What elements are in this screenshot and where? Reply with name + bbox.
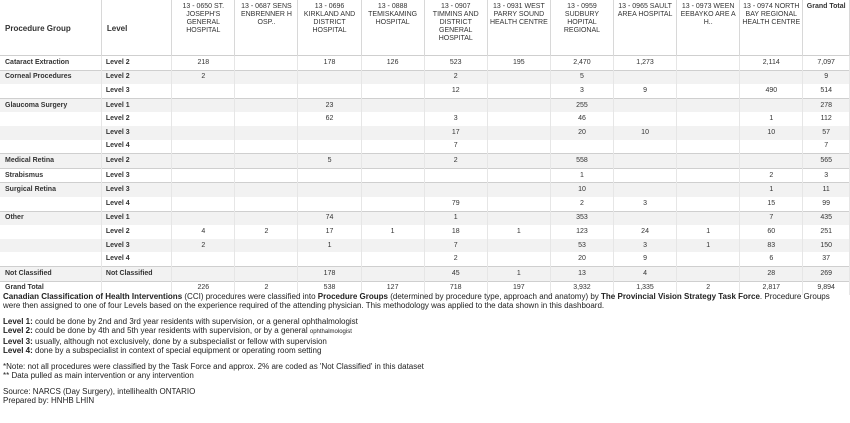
- value-cell[interactable]: [235, 197, 298, 211]
- row-total-cell[interactable]: 7: [803, 140, 850, 154]
- value-cell[interactable]: [614, 98, 677, 112]
- value-cell[interactable]: [677, 126, 740, 140]
- header-hospital[interactable]: 13 - 0959 SUDBURY HOPITAL REGIONAL: [550, 0, 613, 56]
- grand-total-cell[interactable]: 718: [424, 281, 487, 295]
- table-row: [0, 225, 850, 239]
- level-4-definition: [3, 346, 848, 355]
- value-cell[interactable]: 17: [424, 126, 487, 140]
- value-cell[interactable]: 10: [550, 183, 613, 197]
- value-cell[interactable]: 4: [172, 225, 235, 239]
- procedure-group-cell: [0, 225, 101, 239]
- value-cell[interactable]: 6: [740, 252, 803, 266]
- value-cell[interactable]: [361, 197, 424, 211]
- value-cell[interactable]: [235, 183, 298, 197]
- value-cell[interactable]: 2: [424, 154, 487, 169]
- level-text: could be done by 4th and 5th year residents with supervision, or by a general: [32, 326, 310, 335]
- level-3-definition: [3, 337, 848, 346]
- table-row: [0, 266, 850, 281]
- value-cell[interactable]: [424, 168, 487, 183]
- header-procedure-group[interactable]: Procedure Group: [0, 0, 101, 56]
- value-cell[interactable]: 10: [614, 126, 677, 140]
- value-cell[interactable]: 60: [740, 225, 803, 239]
- intro-text: (determined by procedure type, approach and anatomy) by: [388, 292, 602, 301]
- row-total-cell[interactable]: 3: [803, 168, 850, 183]
- value-cell[interactable]: 10: [740, 126, 803, 140]
- value-cell[interactable]: 1: [361, 225, 424, 239]
- value-cell[interactable]: [235, 56, 298, 71]
- value-cell[interactable]: 5: [298, 154, 361, 169]
- row-total-cell[interactable]: 565: [803, 154, 850, 169]
- value-cell[interactable]: 79: [424, 197, 487, 211]
- row-total-cell[interactable]: 269: [803, 266, 850, 281]
- row-total-cell[interactable]: 435: [803, 211, 850, 225]
- value-cell[interactable]: [487, 239, 550, 253]
- value-cell[interactable]: [235, 84, 298, 98]
- value-cell[interactable]: [614, 168, 677, 183]
- table-row: [0, 140, 850, 154]
- header-level[interactable]: Level: [101, 0, 171, 56]
- value-cell[interactable]: 178: [298, 56, 361, 71]
- value-cell[interactable]: 3: [614, 197, 677, 211]
- value-cell[interactable]: [424, 98, 487, 112]
- level-text: could be done by 2nd and 3rd year residents with supervision, or a general ophthalmologist: [32, 317, 358, 326]
- value-cell[interactable]: 12: [424, 84, 487, 98]
- value-cell[interactable]: [235, 168, 298, 183]
- grand-total-cell[interactable]: 2: [677, 281, 740, 295]
- value-cell[interactable]: [361, 154, 424, 169]
- procedure-group-cell: [0, 126, 101, 140]
- value-cell[interactable]: 1: [487, 225, 550, 239]
- value-cell[interactable]: [172, 197, 235, 211]
- level-cell: Level 2: [101, 112, 171, 126]
- value-cell[interactable]: [235, 266, 298, 281]
- value-cell[interactable]: 178: [298, 266, 361, 281]
- value-cell[interactable]: [235, 154, 298, 169]
- grand-total-cell[interactable]: 226: [172, 281, 235, 295]
- value-cell[interactable]: [677, 168, 740, 183]
- value-cell[interactable]: 20: [550, 126, 613, 140]
- table-row: [0, 84, 850, 98]
- table-row: [0, 252, 850, 266]
- value-cell[interactable]: 1: [740, 112, 803, 126]
- value-cell[interactable]: [361, 266, 424, 281]
- value-cell[interactable]: 1: [550, 168, 613, 183]
- value-cell[interactable]: [487, 70, 550, 84]
- procedure-group-cell: [0, 197, 101, 211]
- level-cell: Level 1: [101, 98, 171, 112]
- grand-total-cell[interactable]: 538: [298, 281, 361, 295]
- header-hospital[interactable]: 13 - 0888 TEMISKAMING HOSPITAL: [361, 0, 424, 56]
- value-cell[interactable]: [298, 70, 361, 84]
- header-hospital[interactable]: 13 - 0696 KIRKLAND AND DISTRICT HOSPITAL: [298, 0, 361, 56]
- table-row: [0, 239, 850, 253]
- value-cell[interactable]: 523: [424, 56, 487, 71]
- value-cell[interactable]: [172, 112, 235, 126]
- value-cell[interactable]: [298, 168, 361, 183]
- grand-total-cell[interactable]: 1,335: [614, 281, 677, 295]
- level-text: done by a subspecialist in context of special equipment or operating room setting: [32, 346, 322, 355]
- value-cell[interactable]: 123: [550, 225, 613, 239]
- header-hospital[interactable]: 13 - 0974 NORTH BAY REGIONAL HEALTH CENTRE: [740, 0, 803, 56]
- value-cell[interactable]: [740, 154, 803, 169]
- table-row: [0, 197, 850, 211]
- value-cell[interactable]: 62: [298, 112, 361, 126]
- table-row: [0, 126, 850, 140]
- value-cell[interactable]: [298, 140, 361, 154]
- value-cell[interactable]: 218: [172, 56, 235, 71]
- value-cell[interactable]: [614, 70, 677, 84]
- value-cell[interactable]: [677, 140, 740, 154]
- level-cell: Level 4: [101, 140, 171, 154]
- value-cell[interactable]: 1: [487, 266, 550, 281]
- procedure-group-cell: [0, 239, 101, 253]
- table-header-row: [0, 0, 850, 56]
- value-cell[interactable]: 53: [550, 239, 613, 253]
- value-cell[interactable]: [487, 211, 550, 225]
- prepared-by-line: Prepared by: HNHB LHIN: [3, 396, 95, 405]
- level-text: usually, although not exclusively, done by a subspecialist or fellow with supervision: [32, 337, 327, 346]
- value-cell[interactable]: [172, 252, 235, 266]
- level-cell: Level 4: [101, 197, 171, 211]
- value-cell[interactable]: 2: [424, 252, 487, 266]
- level-cell: Level 4: [101, 252, 171, 266]
- source-line: Source: NARCS (Day Surgery), intellihealth ONTARIO: [3, 387, 196, 396]
- value-cell[interactable]: [361, 140, 424, 154]
- value-cell[interactable]: 9: [614, 252, 677, 266]
- row-total-cell[interactable]: 514: [803, 84, 850, 98]
- value-cell[interactable]: 5: [550, 70, 613, 84]
- value-cell[interactable]: 353: [550, 211, 613, 225]
- value-cell[interactable]: [235, 70, 298, 84]
- value-cell[interactable]: 45: [424, 266, 487, 281]
- value-cell[interactable]: [361, 126, 424, 140]
- value-cell[interactable]: [235, 140, 298, 154]
- value-cell[interactable]: [361, 239, 424, 253]
- header-hospital[interactable]: 13 - 0965 SAULT AREA HOSPITAL: [614, 0, 677, 56]
- row-total-cell[interactable]: 112: [803, 112, 850, 126]
- value-cell[interactable]: [298, 197, 361, 211]
- header-hospital[interactable]: 13 - 0687 SENS ENBRENNER H OSP..: [235, 0, 298, 56]
- value-cell[interactable]: 83: [740, 239, 803, 253]
- note-not-classified: *Note: not all procedures were classified by the Task Force and approx. 2% are coded as 'Not Classified' in this dataset: [3, 362, 424, 371]
- value-cell[interactable]: [487, 140, 550, 154]
- value-cell[interactable]: 1: [298, 239, 361, 253]
- value-cell[interactable]: 2: [172, 239, 235, 253]
- value-cell[interactable]: 24: [614, 225, 677, 239]
- value-cell[interactable]: 195: [487, 56, 550, 71]
- value-cell[interactable]: [614, 211, 677, 225]
- level-cell: Level 3: [101, 183, 171, 197]
- value-cell[interactable]: [740, 70, 803, 84]
- procedure-group-cell: Not Classified: [0, 266, 101, 281]
- value-cell[interactable]: [487, 183, 550, 197]
- table-row: [0, 183, 850, 197]
- level-cell: Level 2: [101, 56, 171, 71]
- procedure-group-cell: Corneal Procedures: [0, 70, 101, 84]
- value-cell[interactable]: [172, 140, 235, 154]
- value-cell[interactable]: [361, 112, 424, 126]
- value-cell[interactable]: [235, 126, 298, 140]
- row-total-cell[interactable]: 99: [803, 197, 850, 211]
- note-data-pulled: ** Data pulled as main intervention or any intervention: [3, 371, 194, 380]
- value-cell[interactable]: 1: [740, 183, 803, 197]
- value-cell[interactable]: [298, 84, 361, 98]
- procedure-group-cell: Strabismus: [0, 168, 101, 183]
- value-cell[interactable]: [487, 197, 550, 211]
- level-2-definition: [3, 326, 848, 337]
- header-hospital[interactable]: 13 - 0650 ST. JOSEPH'S GENERAL HOSPITAL: [172, 0, 235, 56]
- table-row: [0, 154, 850, 169]
- table-row: [0, 211, 850, 225]
- procedure-group-cell: [0, 140, 101, 154]
- value-cell[interactable]: [677, 84, 740, 98]
- value-cell[interactable]: 2: [550, 197, 613, 211]
- header-hospital[interactable]: 13 - 0907 TIMMINS AND DISTRICT GENERAL HOSPITAL: [424, 0, 487, 56]
- row-total-cell[interactable]: 9: [803, 70, 850, 84]
- value-cell[interactable]: [172, 84, 235, 98]
- value-cell[interactable]: 126: [361, 56, 424, 71]
- row-total-cell[interactable]: 37: [803, 252, 850, 266]
- value-cell[interactable]: 13: [550, 266, 613, 281]
- overall-total-cell[interactable]: 9,894: [803, 281, 850, 295]
- value-cell[interactable]: [614, 112, 677, 126]
- value-cell[interactable]: [298, 252, 361, 266]
- value-cell[interactable]: [677, 252, 740, 266]
- value-cell[interactable]: [172, 126, 235, 140]
- value-cell[interactable]: [172, 168, 235, 183]
- value-cell[interactable]: [487, 98, 550, 112]
- value-cell[interactable]: 490: [740, 84, 803, 98]
- value-cell[interactable]: [677, 70, 740, 84]
- procedure-group-cell: Surgical Retina: [0, 183, 101, 197]
- level-cell: Level 3: [101, 84, 171, 98]
- value-cell[interactable]: [172, 211, 235, 225]
- row-total-cell[interactable]: 150: [803, 239, 850, 253]
- value-cell[interactable]: 46: [550, 112, 613, 126]
- value-cell[interactable]: [235, 252, 298, 266]
- value-cell[interactable]: [235, 239, 298, 253]
- value-cell[interactable]: [361, 84, 424, 98]
- procedure-group-cell: Other: [0, 211, 101, 225]
- value-cell[interactable]: 3: [614, 239, 677, 253]
- value-cell[interactable]: [677, 183, 740, 197]
- row-total-cell[interactable]: 7,097: [803, 56, 850, 71]
- value-cell[interactable]: 1: [677, 239, 740, 253]
- level-text-small: ophthalmologist: [309, 329, 352, 335]
- value-cell[interactable]: [361, 183, 424, 197]
- level-cell: Not Classified: [101, 266, 171, 281]
- value-cell[interactable]: [677, 211, 740, 225]
- level-cell: Level 2: [101, 225, 171, 239]
- value-cell[interactable]: [740, 140, 803, 154]
- value-cell[interactable]: [677, 112, 740, 126]
- intro-text: . Procedure Groups were then assigned to one of four Levels based on the experience required of the attending physician. This methodology was applied to the data shown in this dashboard.: [3, 292, 830, 310]
- value-cell[interactable]: [361, 252, 424, 266]
- level-1-definition: [3, 317, 848, 326]
- value-cell[interactable]: [487, 84, 550, 98]
- value-cell[interactable]: 4: [614, 266, 677, 281]
- value-cell[interactable]: [235, 98, 298, 112]
- value-cell[interactable]: 7: [424, 239, 487, 253]
- value-cell[interactable]: [614, 140, 677, 154]
- value-cell[interactable]: 1,273: [614, 56, 677, 71]
- procedure-group-cell: Glaucoma Surgery: [0, 98, 101, 112]
- row-total-cell[interactable]: 11: [803, 183, 850, 197]
- value-cell[interactable]: 15: [740, 197, 803, 211]
- value-cell[interactable]: [487, 112, 550, 126]
- level-cell: Level 2: [101, 154, 171, 169]
- table-row: [0, 112, 850, 126]
- value-cell[interactable]: [235, 211, 298, 225]
- value-cell[interactable]: 3: [424, 112, 487, 126]
- value-cell[interactable]: 3: [550, 84, 613, 98]
- level-label: Level 4:: [3, 346, 33, 355]
- value-cell[interactable]: [740, 98, 803, 112]
- level-label: Level 2:: [3, 326, 33, 335]
- cci-term: Canadian Classification of Health Interventions: [3, 292, 183, 301]
- value-cell[interactable]: [424, 183, 487, 197]
- procedure-groups-term: Procedure Groups: [317, 292, 389, 301]
- value-cell[interactable]: [361, 168, 424, 183]
- value-cell[interactable]: 18: [424, 225, 487, 239]
- table-row: [0, 56, 850, 71]
- procedure-group-cell: [0, 112, 101, 126]
- value-cell[interactable]: [487, 126, 550, 140]
- value-cell[interactable]: 2,470: [550, 56, 613, 71]
- value-cell[interactable]: 2,114: [740, 56, 803, 71]
- header-hospital[interactable]: 13 - 0931 WEST PARRY SOUND HEALTH CENTRE: [487, 0, 550, 56]
- value-cell[interactable]: 1: [677, 225, 740, 239]
- value-cell[interactable]: 1: [424, 211, 487, 225]
- level-cell: Level 1: [101, 211, 171, 225]
- table-row: [0, 98, 850, 112]
- value-cell[interactable]: 23: [298, 98, 361, 112]
- grand-total-cell[interactable]: 197: [487, 281, 550, 295]
- header-hospital[interactable]: 13 - 0973 WEEN EEBAYKO ARE A H..: [677, 0, 740, 56]
- value-cell[interactable]: [487, 168, 550, 183]
- value-cell[interactable]: 74: [298, 211, 361, 225]
- table-body: [0, 56, 850, 296]
- value-cell[interactable]: [677, 154, 740, 169]
- value-cell[interactable]: [172, 266, 235, 281]
- value-cell[interactable]: 17: [298, 225, 361, 239]
- level-cell: Level 2: [101, 70, 171, 84]
- value-cell[interactable]: [172, 154, 235, 169]
- level-cell: Level 3: [101, 126, 171, 140]
- grand-total-cell[interactable]: 127: [361, 281, 424, 295]
- table-row: [0, 168, 850, 183]
- value-cell[interactable]: [487, 252, 550, 266]
- level-label: Level 3:: [3, 337, 33, 346]
- header-grand-total[interactable]: Grand Total: [803, 0, 850, 56]
- value-cell[interactable]: [677, 56, 740, 71]
- value-cell[interactable]: [298, 126, 361, 140]
- value-cell[interactable]: [361, 211, 424, 225]
- procedure-group-cell: Cataract Extraction: [0, 56, 101, 71]
- procedure-group-cell: [0, 84, 101, 98]
- notes-section: [3, 292, 848, 405]
- procedure-group-cell: [0, 252, 101, 266]
- value-cell[interactable]: [361, 98, 424, 112]
- value-cell[interactable]: 7: [740, 211, 803, 225]
- intro-text: (CCI) procedures were classified into: [182, 292, 318, 301]
- value-cell[interactable]: [677, 98, 740, 112]
- row-total-cell[interactable]: 251: [803, 225, 850, 239]
- methodology-paragraph: [3, 292, 848, 310]
- level-cell: Level 3: [101, 239, 171, 253]
- value-cell[interactable]: [677, 266, 740, 281]
- task-force-term: The Provincial Vision Strategy Task Force: [601, 292, 760, 301]
- value-cell[interactable]: [550, 140, 613, 154]
- value-cell[interactable]: [487, 154, 550, 169]
- value-cell[interactable]: 558: [550, 154, 613, 169]
- row-total-cell[interactable]: 57: [803, 126, 850, 140]
- row-total-cell[interactable]: 278: [803, 98, 850, 112]
- value-cell[interactable]: 20: [550, 252, 613, 266]
- value-cell[interactable]: [677, 197, 740, 211]
- grand-total-cell[interactable]: 2,817: [740, 281, 803, 295]
- value-cell[interactable]: 2: [235, 225, 298, 239]
- value-cell[interactable]: [361, 70, 424, 84]
- value-cell[interactable]: [172, 183, 235, 197]
- value-cell[interactable]: 2: [740, 168, 803, 183]
- value-cell[interactable]: 7: [424, 140, 487, 154]
- value-cell[interactable]: [298, 183, 361, 197]
- value-cell[interactable]: [235, 112, 298, 126]
- grand-total-cell[interactable]: 3,932: [550, 281, 613, 295]
- grand-total-cell[interactable]: 2: [235, 281, 298, 295]
- value-cell[interactable]: 28: [740, 266, 803, 281]
- table-row: [0, 70, 850, 84]
- value-cell[interactable]: 2: [172, 70, 235, 84]
- procedure-group-cell: Medical Retina: [0, 154, 101, 169]
- level-label: Level 1:: [3, 317, 33, 326]
- value-cell[interactable]: [614, 154, 677, 169]
- value-cell[interactable]: 2: [424, 70, 487, 84]
- value-cell[interactable]: 255: [550, 98, 613, 112]
- value-cell[interactable]: [614, 183, 677, 197]
- value-cell[interactable]: [172, 98, 235, 112]
- value-cell[interactable]: 9: [614, 84, 677, 98]
- level-cell: Level 3: [101, 168, 171, 183]
- grand-total-label: Grand Total: [0, 281, 101, 295]
